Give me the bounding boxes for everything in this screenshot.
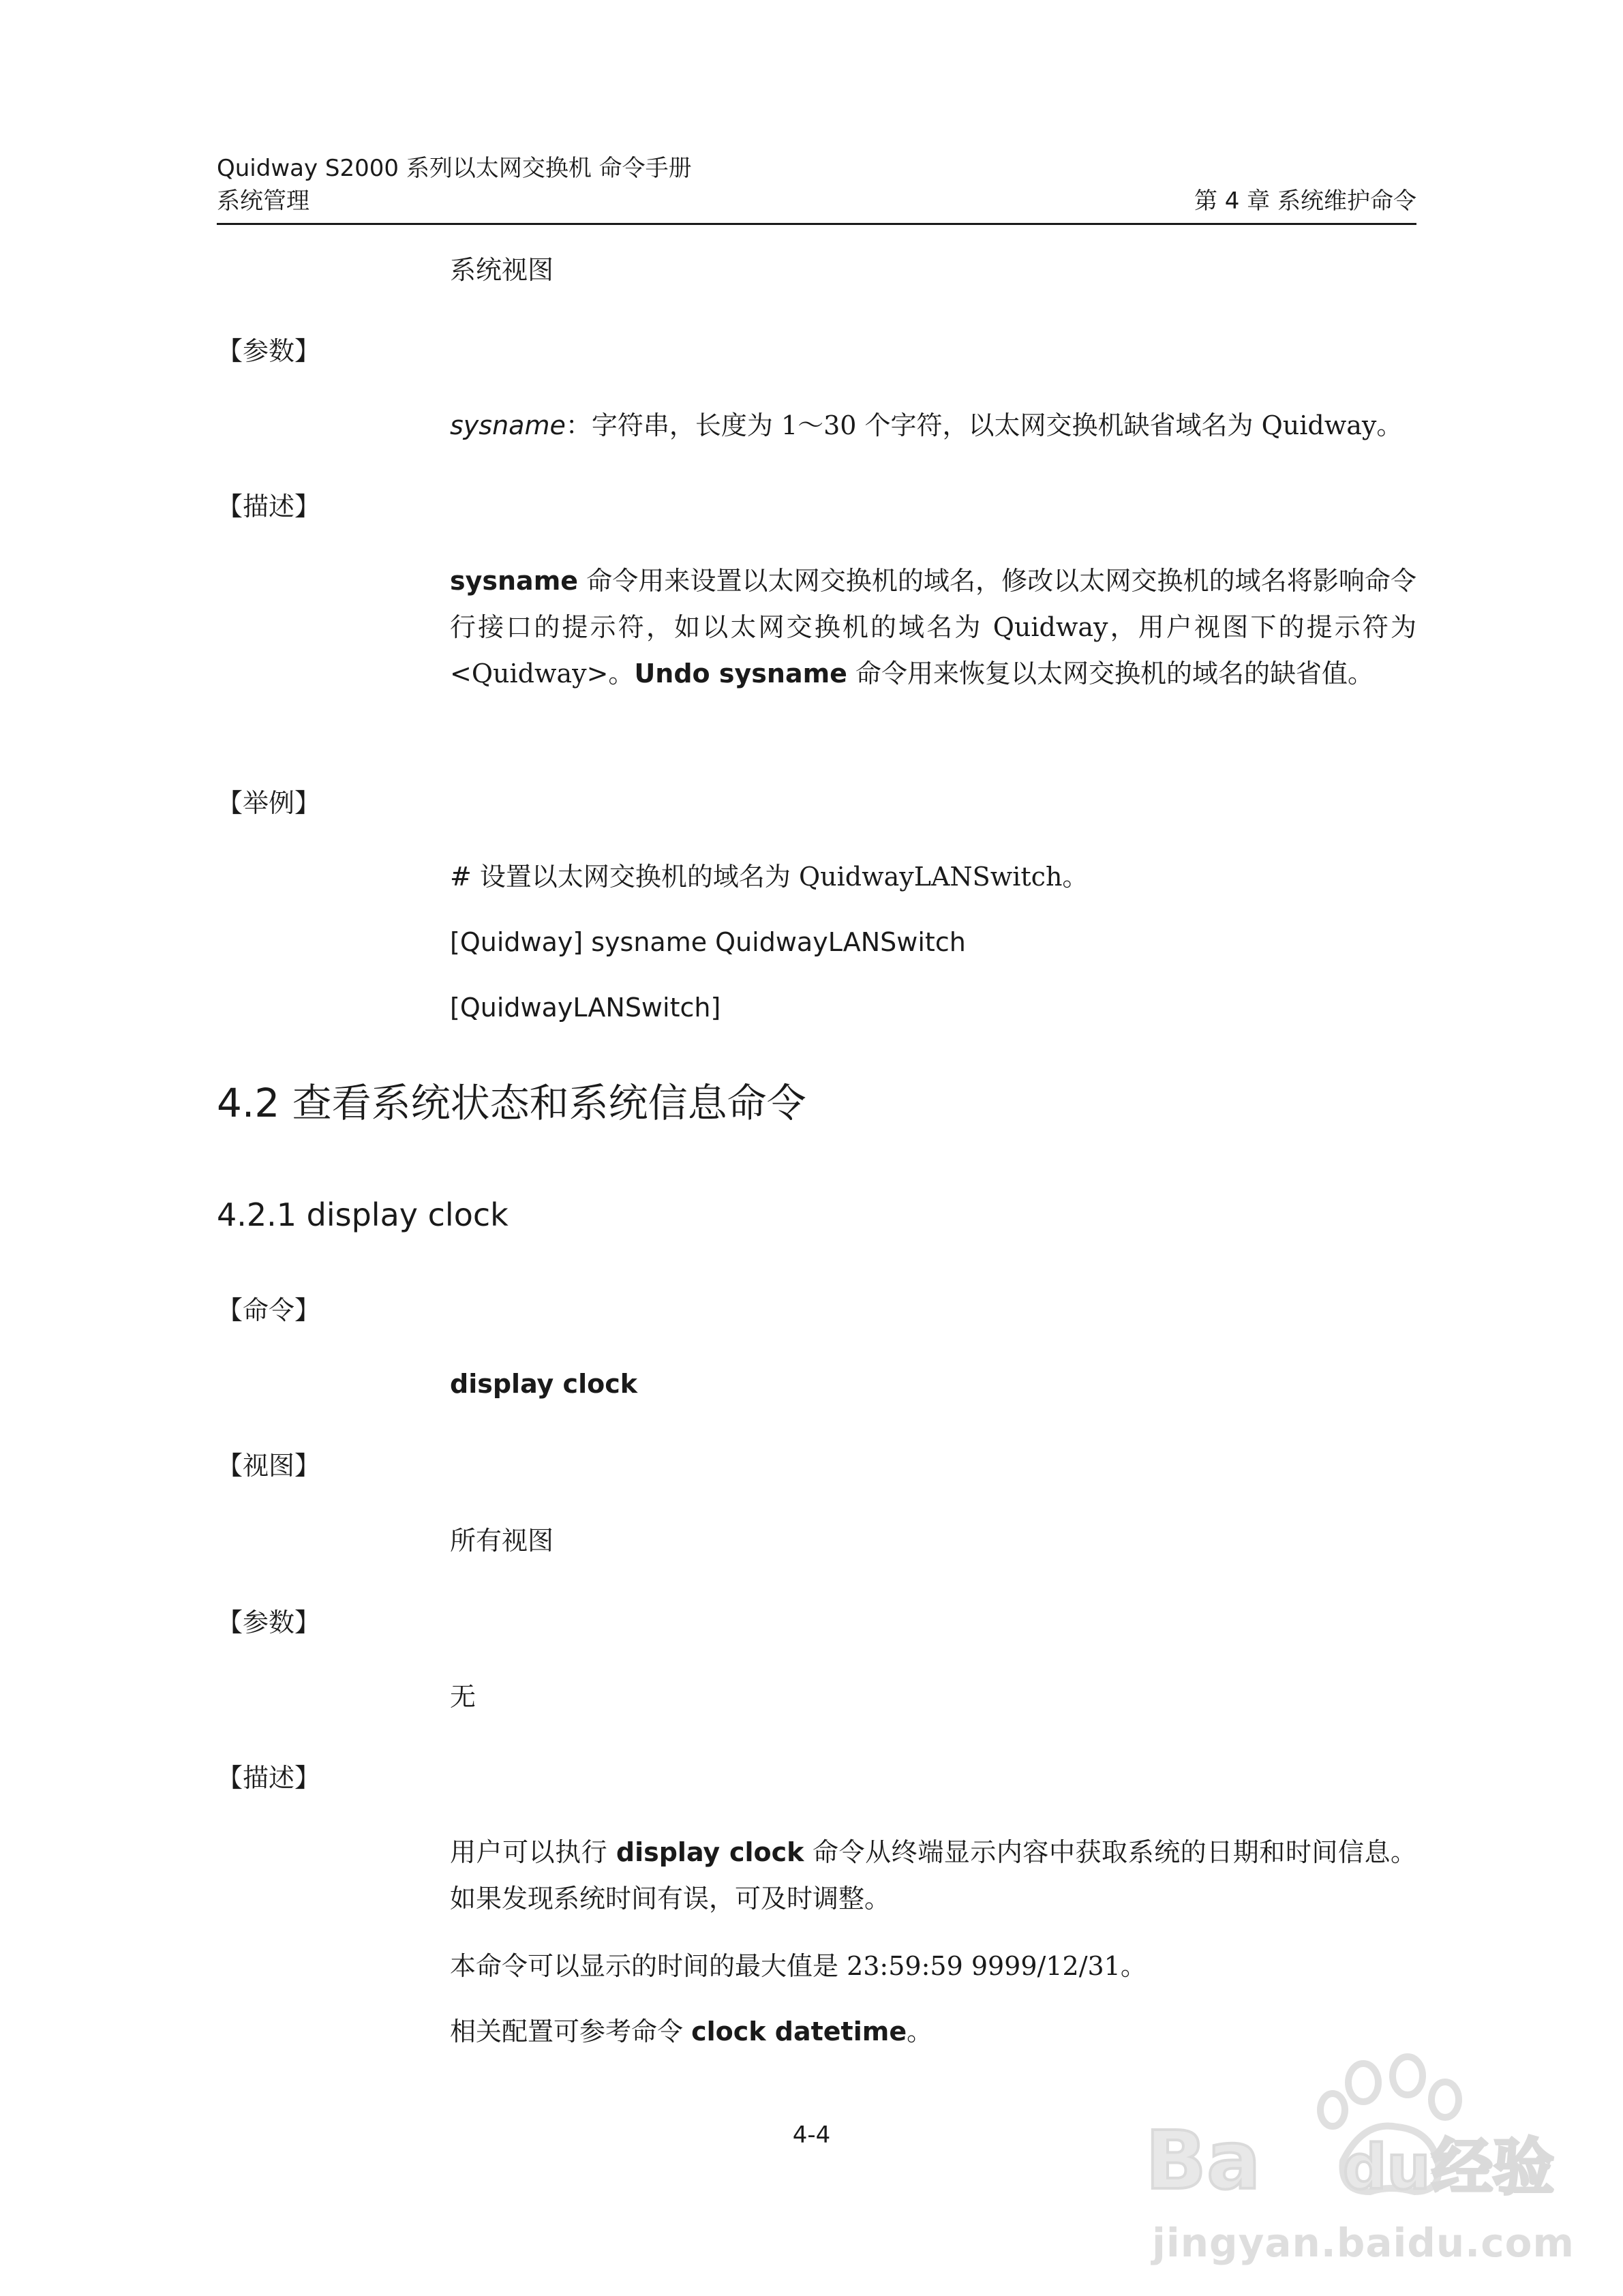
desc-cmd-clock-datetime: clock datetime: [691, 2016, 907, 2046]
param-name: sysname: [450, 410, 566, 440]
desc-paragraph-2: 本命令可以显示的时间的最大值是 23:59:59 9999/12/31。: [450, 1951, 1147, 1981]
svg-text:经验: 经验: [1431, 2132, 1554, 2203]
header-section: 系统管理: [217, 187, 309, 215]
baidu-jingyan-watermark: [1138, 2045, 1575, 2277]
header-title: Quidway S2000 系列以太网交换机 命令手册: [217, 155, 692, 182]
paw-logo-icon: [1138, 2045, 1575, 2277]
desc-paragraph-3: 相关配置可参考命令 clock datetime。: [450, 2016, 933, 2046]
view-heading: 【视图】: [217, 1451, 321, 1481]
section-4-2-title: 4.2 查看系统状态和系统信息命令: [217, 1080, 806, 1126]
sysname-param: [450, 402, 1416, 449]
sysname-example-heading: 【举例】: [217, 788, 321, 818]
cmd-value: display clock: [450, 1369, 637, 1399]
svg-text:du: du: [1343, 2132, 1431, 2203]
params-value: 无: [450, 1682, 476, 1712]
cmd-heading: 【命令】: [217, 1295, 321, 1325]
svg-text:jingyan.baidu.com: jingyan.baidu.com: [1152, 2220, 1575, 2266]
example-comment: # 设置以太网交换机的域名为 QuidwayLANSwitch。: [450, 862, 1089, 892]
sysname-desc-heading: 【描述】: [217, 492, 321, 522]
params-heading: 【参数】: [217, 1607, 321, 1637]
example-line-2: [QuidwayLANSwitch]: [450, 993, 721, 1023]
desc-cmd-undo-sysname: Undo sysname: [634, 659, 847, 689]
header-rule: [217, 223, 1416, 225]
sysname-params-heading: 【参数】: [217, 336, 321, 366]
desc-paragraph-1: 用户可以执行 display clock 命令从终端显示内容中获取系统的日期和时间信息。如果发现系统时间有误，可及时调整。: [450, 1837, 1416, 1914]
header-chapter: 第 4 章 系统维护命令: [1194, 187, 1416, 215]
section-4-2-1-title: 4.2.1 display clock: [217, 1196, 509, 1233]
page-number: 4-4: [792, 2121, 831, 2149]
view-value: 所有视图: [450, 1526, 554, 1556]
desc-cmd-sysname: sysname: [450, 566, 579, 596]
desc-cmd-display-clock: display clock: [616, 1837, 804, 1867]
sysname-description: sysname 命令用来设置以太网交换机的域名，修改以太网交换机的域名将影响命令行接口的提示符，如以太网交换机的域名为 Quidway，用户视图下的提示符为<Quidway>。Undo sysname 命令用来恢复以太网交换机的域名的缺省值。: [450, 566, 1416, 689]
desc-heading: 【描述】: [217, 1763, 321, 1793]
svg-text:Ba: Ba: [1145, 2113, 1261, 2207]
param-desc: ：字符串，长度为 1～30 个字符，以太网交换机缺省域名为 Quidway。: [565, 410, 1403, 440]
example-line-1: [Quidway] sysname QuidwayLANSwitch: [450, 927, 966, 957]
sysname-view-value: 系统视图: [450, 255, 554, 285]
